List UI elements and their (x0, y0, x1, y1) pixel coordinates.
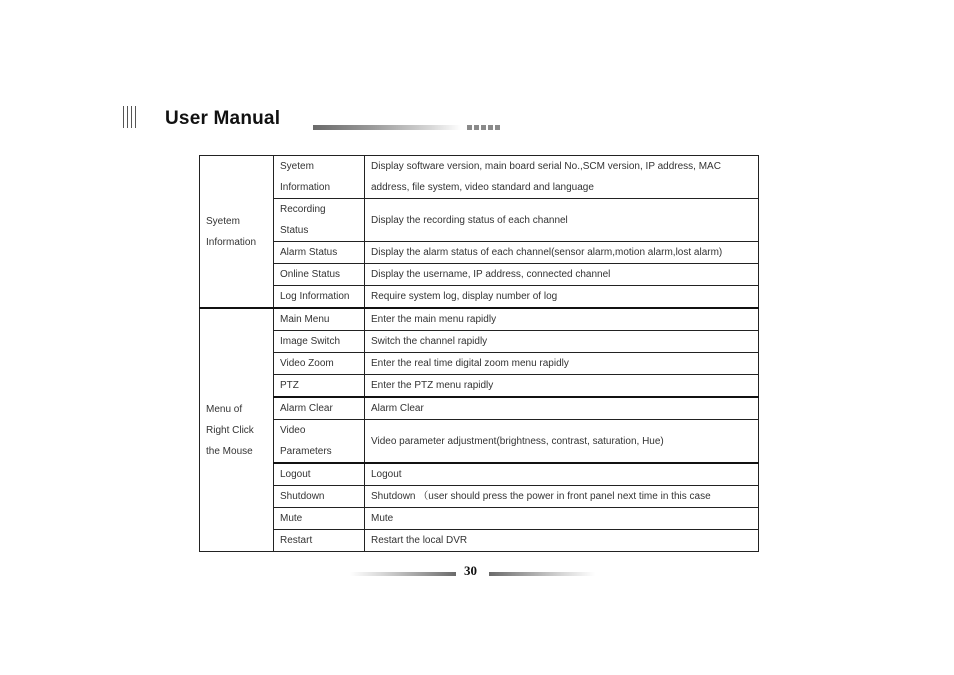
table-cell-desc: Enter the main menu rapidly (365, 308, 759, 331)
table-cell-desc: Video parameter adjustment(brightness, contrast, saturation, Hue) (365, 420, 759, 464)
table-cell-desc: Display software version, main board serial No.,SCM version, IP address, MAC address, file system, video standard and language (365, 156, 759, 199)
table-cell-desc: Shutdown （user should press the power in front panel next time in this case (365, 486, 759, 508)
table-cell-item: Video Parameters (274, 420, 365, 464)
table-cell-desc: Mute (365, 508, 759, 530)
table-cell-desc: Logout (365, 463, 759, 486)
group-right-click-menu: Menu of Right Click the Mouse (200, 308, 274, 552)
title-rule (313, 125, 461, 130)
table-cell-desc: Restart the local DVR (365, 530, 759, 552)
table-cell-desc: Alarm Clear (365, 397, 759, 420)
table-cell-item: Log Information (274, 286, 365, 309)
table-cell-item: Alarm Clear (274, 397, 365, 420)
table-cell-item: Video Zoom (274, 353, 365, 375)
group-system-information: Syetem Information (200, 156, 274, 309)
table-cell-item: Alarm Status (274, 242, 365, 264)
table-cell-desc: Display the alarm status of each channel(sensor alarm,motion alarm,lost alarm) (365, 242, 759, 264)
table-cell-item: Shutdown (274, 486, 365, 508)
footer-rule-left (350, 572, 456, 576)
table-cell-desc: Enter the PTZ menu rapidly (365, 375, 759, 398)
title-dots (467, 125, 500, 130)
table-cell-item: Mute (274, 508, 365, 530)
table-cell-desc: Require system log, display number of log (365, 286, 759, 309)
footer-rule-right (489, 572, 595, 576)
table-cell-item: Main Menu (274, 308, 365, 331)
page-number: 30 (464, 563, 477, 578)
manual-table (199, 155, 759, 552)
table-cell-item: Syetem Information (274, 156, 365, 199)
table-cell-desc: Enter the real time digital zoom menu rapidly (365, 353, 759, 375)
table-cell-item: Recording Status (274, 199, 365, 242)
table-cell-item: Online Status (274, 264, 365, 286)
table-cell-item: Restart (274, 530, 365, 552)
table-cell-item: PTZ (274, 375, 365, 398)
table-cell-desc: Display the recording status of each channel (365, 199, 759, 242)
table-cell-item: Logout (274, 463, 365, 486)
table-cell-item: Image Switch (274, 331, 365, 353)
table-cell-desc: Switch the channel rapidly (365, 331, 759, 353)
page-title: User Manual (165, 108, 281, 129)
header-bars-icon (123, 106, 141, 128)
table-cell-desc: Display the username, IP address, connected channel (365, 264, 759, 286)
